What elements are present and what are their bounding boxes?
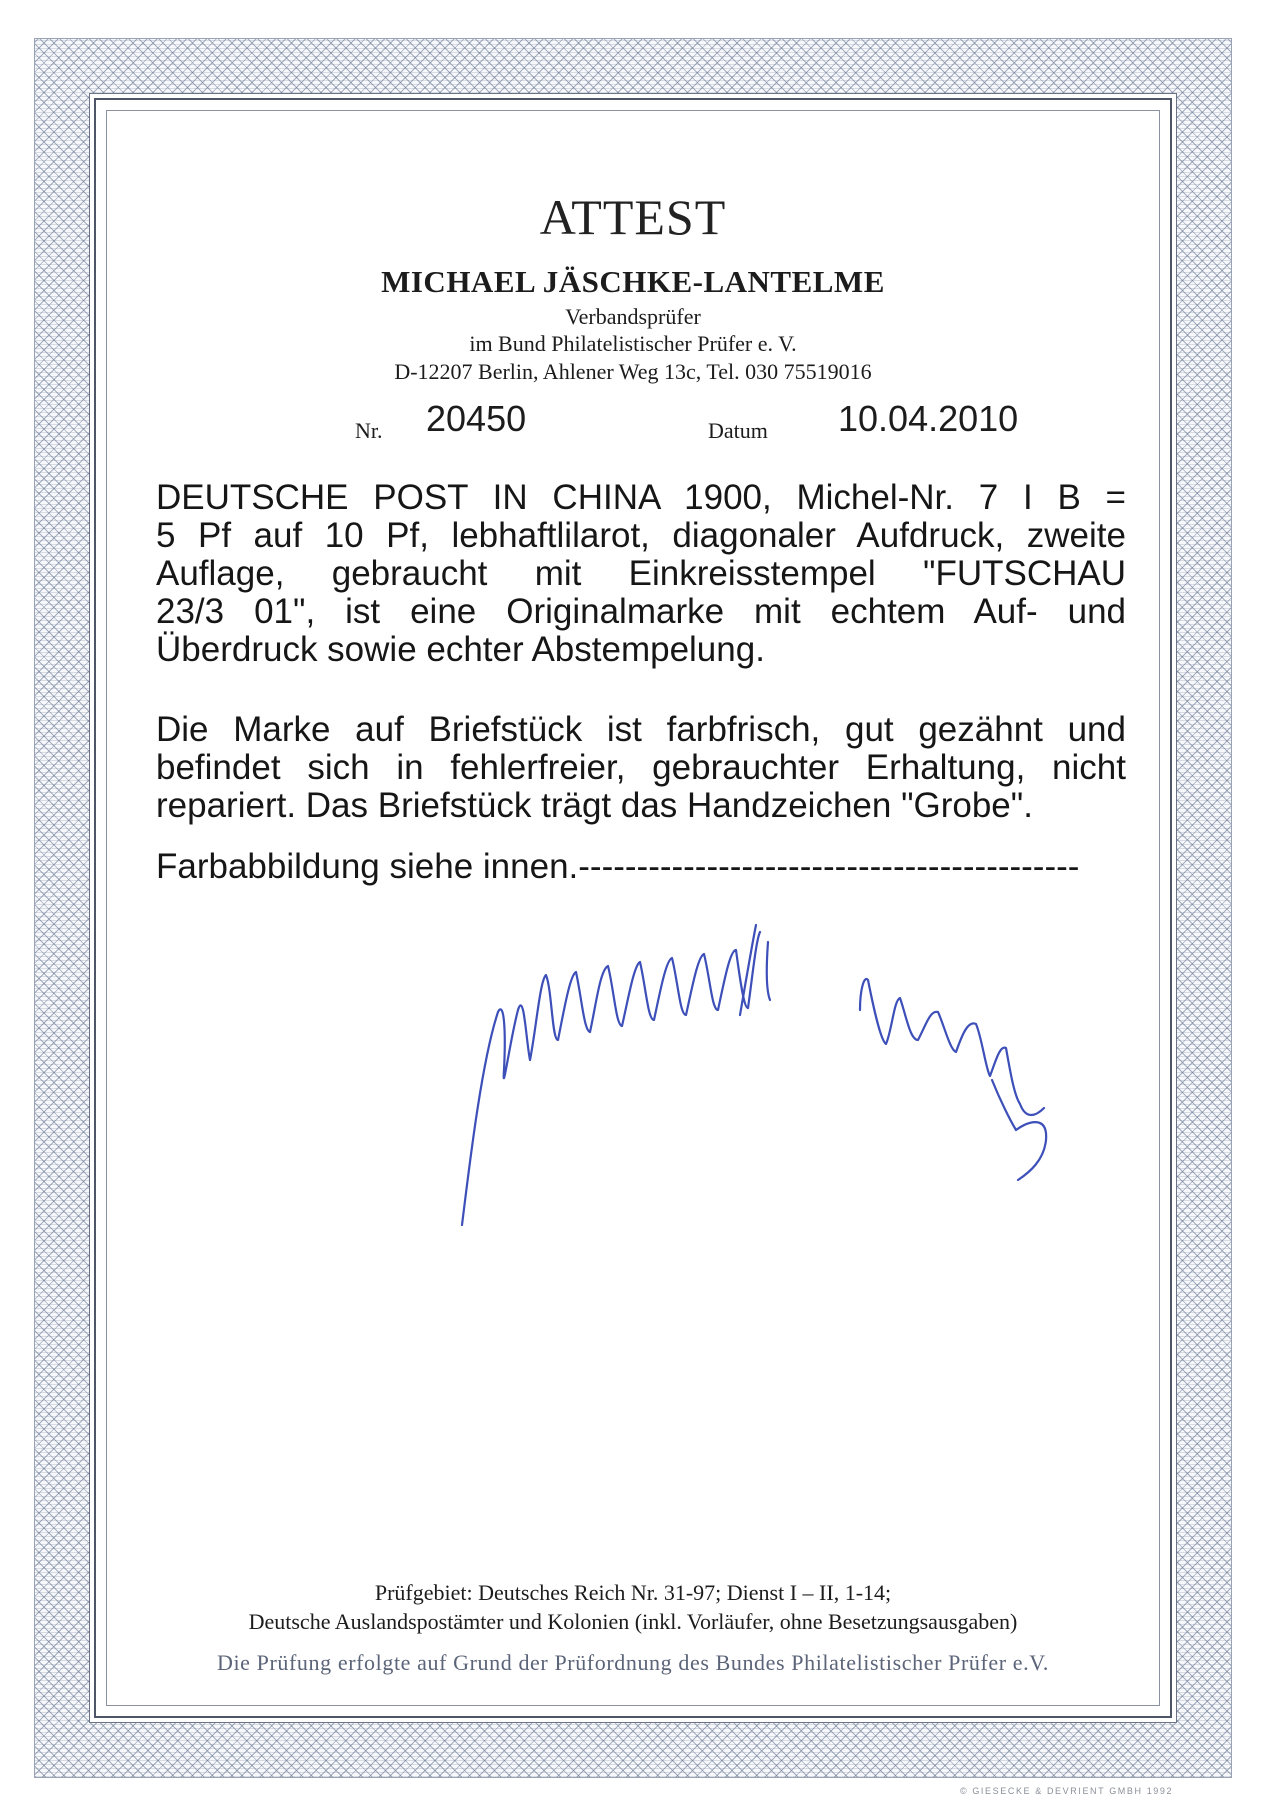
signature-stroke [462,932,760,1225]
text-line: befindet sich in fehlerfreier, gebrauchter Erhaltung, nicht [156,748,1126,787]
printer-mark: © GIESECKE & DEVRIENT GMBH 1992 [960,1786,1174,1796]
signature-stroke [992,1080,1046,1180]
text-line: 23/3 01", ist eine Originalmarke mit echtem Auf- und [156,592,1126,631]
text-line: Die Marke auf Briefstück ist farbfrisch, gut gezähnt und [156,710,1126,749]
certificate-number: 20450 [426,398,527,439]
examiner-association: im Bund Philatelistischer Prüfer e. V. [469,331,797,356]
signature-stroke [860,979,1044,1115]
examiner-name: MICHAEL JÄSCHKE-LANTELME [381,264,885,299]
certificate-title: ATTEST [539,189,727,245]
certificate-date: 10.04.2010 [838,398,1019,439]
text-line: Auflage, gebraucht mit Einkreisstempel "FUTSCHAU [156,554,1126,593]
text-line: Farbabbildung siehe innen.------------------------------------------- [156,847,1080,886]
test-scope-line: Prüfgebiet: Deutsches Reich Nr. 31-97; Dienst I – II, 1-14; [374,1580,892,1605]
condition-paragraph [156,711,1126,825]
image-note-paragraph [156,848,1126,886]
examiner-role: Verbandsprüfer [565,304,701,329]
description-paragraph [156,479,1126,669]
text-line: 5 Pf auf 10 Pf, lebhaftlilarot, diagonaler Aufdruck, zweite [156,516,1126,555]
test-scope-line: Deutsche Auslandspostämter und Kolonien (inkl. Vorläufer, ohne Besetzungsausgaben) [248,1609,1018,1634]
date-label: Datum [708,418,768,443]
regulation-note: Die Prüfung erfolgte auf Grund der Prüfordnung des Bundes Philatelistischer Prüfer e.V. [216,1650,1050,1675]
handwritten-signature [440,920,1200,1240]
examiner-address: D-12207 Berlin, Ahlener Weg 13c, Tel. 030 75519016 [394,359,872,384]
signature-stroke [767,942,770,1000]
text-line: Überdruck sowie echter Abstempelung. [156,630,765,669]
text-line: DEUTSCHE POST IN CHINA 1900, Michel-Nr. 7 I B = [156,478,1126,517]
text-line: repariert. Das Briefstück trägt das Handzeichen "Grobe". [156,786,1033,825]
number-label: Nr. [355,418,383,443]
